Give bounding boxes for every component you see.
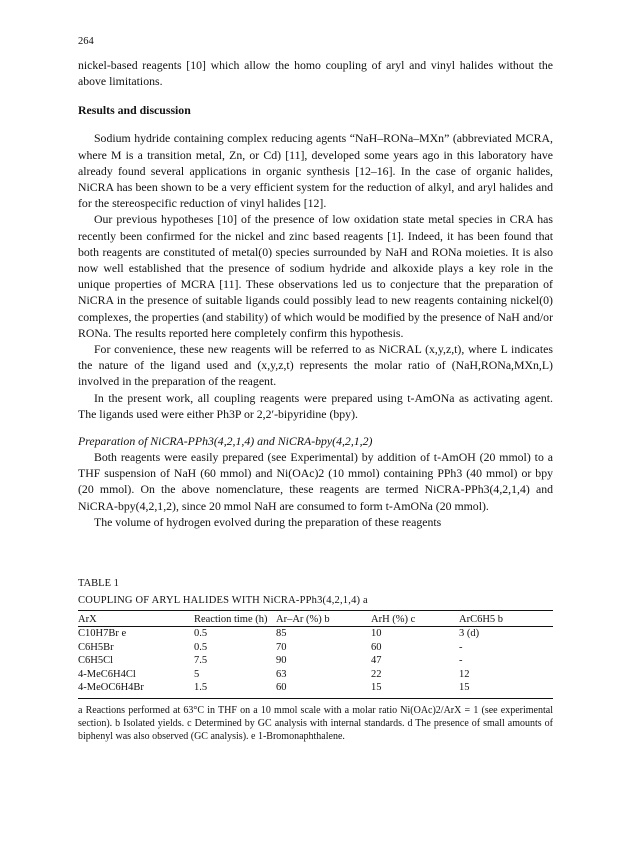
table-cell: 1.5 (194, 681, 276, 698)
results-table (78, 610, 553, 699)
table-cell: 15 (371, 681, 459, 698)
table-cell: 3 (d) (459, 628, 480, 640)
table-cell: 60 (371, 641, 382, 653)
table-header-cell: Reaction time (h) (194, 611, 276, 627)
table-cell: 63 (276, 668, 287, 680)
table-header-cell: ArH (%) c (371, 611, 459, 627)
subsection-paragraph-1: Both reagents were easily prepared (see Experimental) by addition of t-AmOH (20 mmol) to a THF suspension of NaH (60 mmol) and Ni(OAc)2 (10 mmol) containing PPh3 (40 mmol) or bpy (20 mmol). On the above nomenclature, these reagents are termed NiCRA-PPh3(4,2,1,4) and NiCRA-bpy(4,2,1,2), since 20 mmol NaH are consumed to form t-AmONa (20 mmol). (78, 450, 553, 513)
table-cell: 70 (276, 641, 287, 653)
table-cell: 47 (371, 655, 382, 667)
table-footnote: a Reactions performed at 63°C in THF on a 10 mmol scale with a molar ratio Ni(OAc)2/ArX = 1 (see experimental section). b Isolated yields. c Determined by GC analysis with internal standards. d The presence of small amounts of biphenyl was also observed (GC analysis). e 1-Bromonaphthalene. (78, 704, 553, 742)
intro-paragraph: nickel-based reagents [10] which allow the homo coupling of aryl and vinyl halides without the above limitations. (78, 58, 553, 89)
table-cell: 7.5 (194, 655, 208, 667)
table-header-cell: ArC6H5 b (459, 611, 553, 627)
subsection-heading: Preparation of NiCRA-PPh3(4,2,1,4) and NiCRA-bpy(4,2,1,2) (78, 434, 373, 449)
table-row (78, 641, 553, 655)
table-cell: C10H7Br e (78, 628, 127, 640)
table-row (78, 681, 553, 698)
table-row (78, 654, 553, 668)
page-number: 264 (78, 36, 94, 47)
table-title: COUPLING OF ARYL HALIDES WITH NiCRA-PPh3(4,2,1,4) a (78, 595, 368, 607)
table-header-row (78, 611, 553, 627)
section-heading: Results and discussion (78, 103, 191, 118)
paragraph-4: In the present work, all coupling reagents were prepared using t-AmONa as activating agent. The ligands used were either Ph3P or 2,2′-bipyridine (bpy). (78, 390, 553, 421)
table-cell: 0.5 (194, 641, 208, 653)
table-cell: 0.5 (194, 628, 208, 640)
table-row (78, 668, 553, 682)
paragraph-1: Sodium hydride containing complex reducing agents “NaH–RONa–MXn” (abbreviated MCRA, where M is a transition metal, Zn, or Cd) [11], developed some years ago in this laboratory have already found several applications in organic synthesis [12–16]. In the case of organic halides, NiCRA has been shown to be a very efficient system for the reduction of alkyl, and aryl halides and for the stereospecific reduction of vinyl halides [12]. (78, 131, 553, 211)
table-header-cell: ArX (78, 611, 194, 627)
table-cell: - (459, 655, 463, 667)
table-cell: 12 (459, 668, 470, 680)
paper-page (78, 36, 553, 743)
table-cell: - (459, 641, 463, 653)
table-cell: 60 (276, 681, 371, 698)
paragraph-3: For convenience, these new reagents will be referred to as NiCRAL (x,y,z,t), where L indicates the nature of the ligand used and (x,y,z,t) represents the molar ratio of (NaH,RONa,MXn,L) involved in the preparation of the reagent. (78, 342, 553, 389)
subsection-paragraph-2: The volume of hydrogen evolved during the preparation of these reagents (94, 514, 442, 529)
table-cell: 5 (194, 668, 200, 680)
table-cell: 22 (371, 668, 382, 680)
table-cell: 4-MeC6H4Cl (78, 668, 136, 680)
table-cell: 85 (276, 628, 287, 640)
table-cell: 10 (371, 628, 382, 640)
table-cell: 4-MeOC6H4Br (78, 681, 194, 698)
table-label: TABLE 1 (78, 578, 119, 590)
table-cell: 90 (276, 655, 287, 667)
table-cell: 15 (459, 681, 553, 698)
table-header-cell: Ar–Ar (%) b (276, 611, 371, 627)
paragraph-2: Our previous hypotheses [10] of the presence of low oxidation state metal species in CRA has recently been confirmed for the nickel and zinc based reagents [1]. Indeed, it has been found that both reagents are constituted of metal(0) species surrounded by NaH and RONa moieties. It is also now well established that the presence of sodium hydride and alkoxide plays a key role in the unique properties of MCRA [11]. These observations led us to conjecture that the preparation of NiCRA in the presence of suitable ligands could possibly lead to new reagents containing nickel(0) complexes, the properties (and stability) of which would be modified by the presence of NaH and/or RONa. The results reported here completely confirm this hypothesis. (78, 212, 553, 340)
table-row (78, 627, 553, 641)
table-cell: C6H5Cl (78, 655, 114, 667)
table-cell: C6H5Br (78, 641, 114, 653)
